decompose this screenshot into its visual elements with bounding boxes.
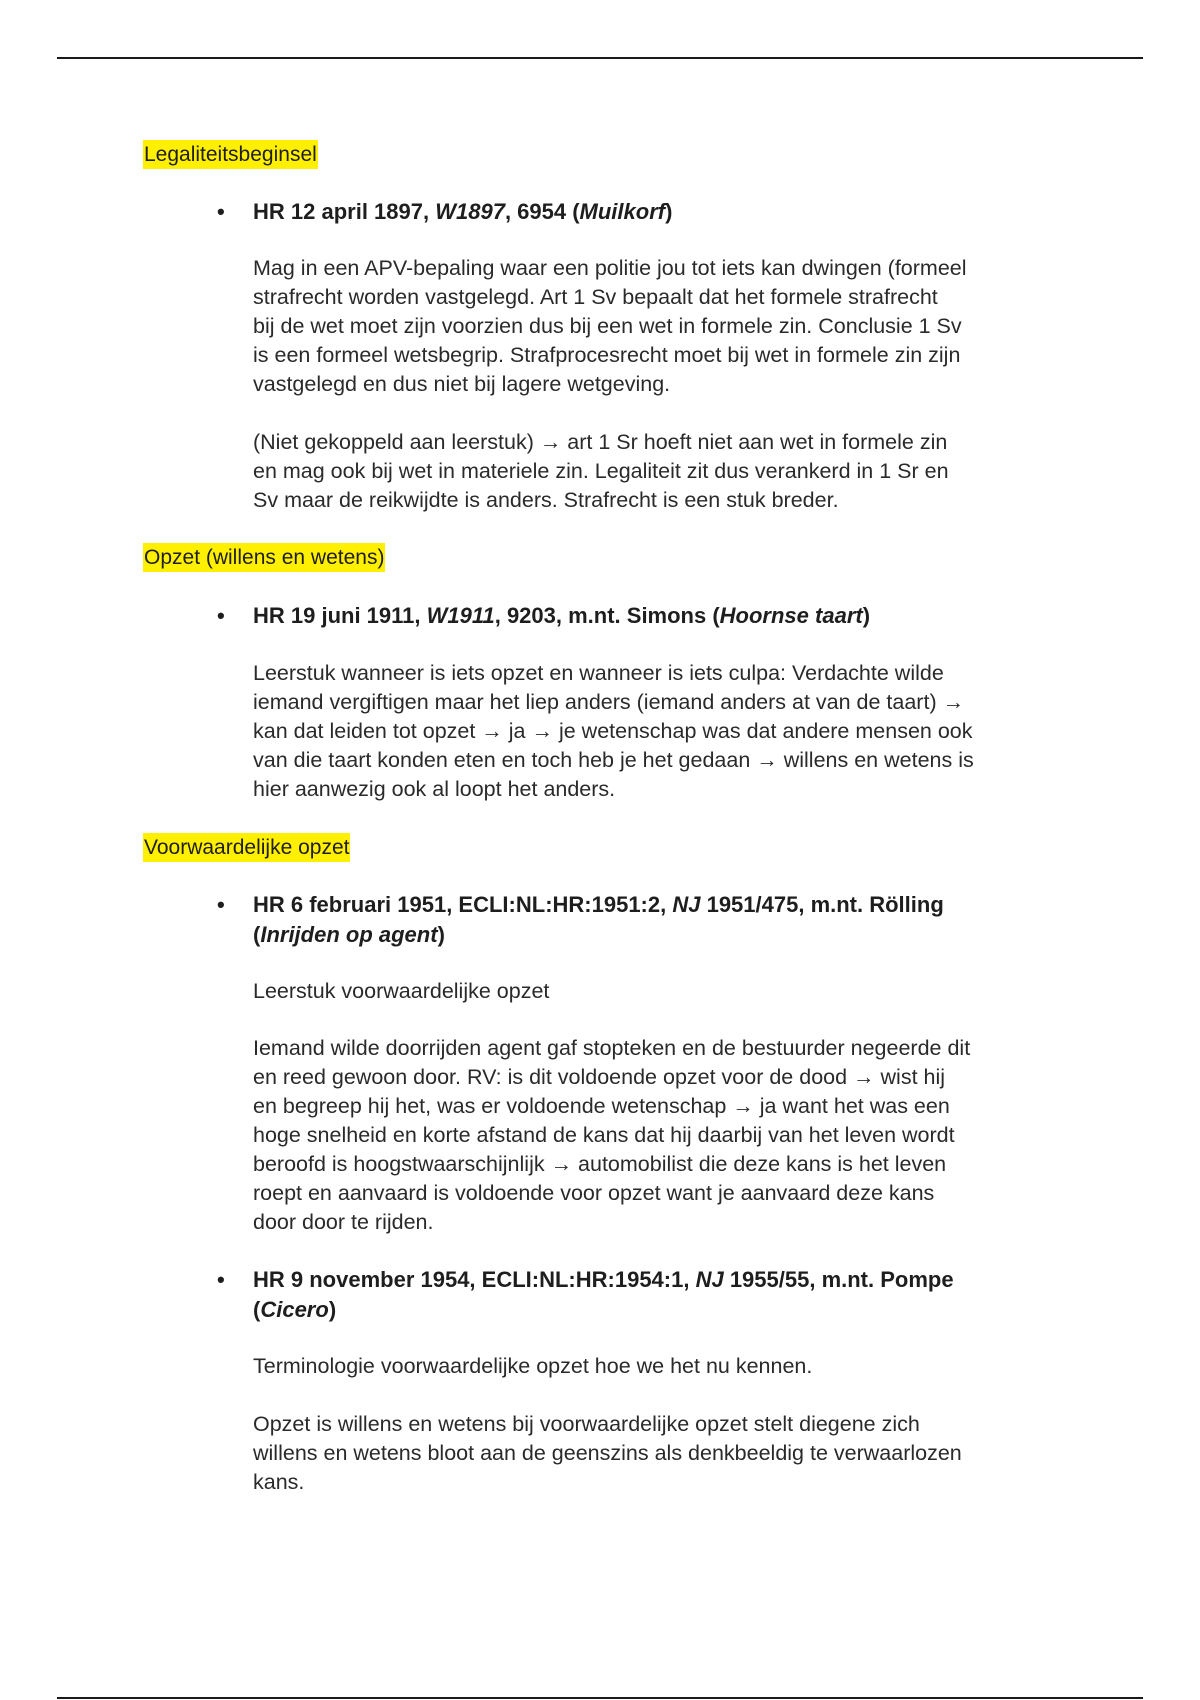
section-heading	[143, 140, 318, 169]
case-paragraph: Mag in een APV-bepaling waar een politie jou tot iets kan dwingen (formeel strafrecht worden vastgelegd. Art 1 Sv bepaalt dat het formele strafrecht bij de wet moet zijn voorzien dus bij een wet in formele zin. Conclusie 1 Sv is een formeel wetsbegrip. Strafprocesrecht moet bij wet in formele zin zijn vastgelegd en dus niet bij lagere wetgeving.	[253, 256, 967, 396]
bullet-icon: •	[217, 199, 225, 224]
case-paragraph: Leerstuk voorwaardelijke opzet	[253, 979, 550, 1003]
case-paragraph: Leerstuk wanneer is iets opzet en wanneer is iets culpa: Verdachte wilde iemand vergiftigen maar het liep anders (iemand anders at van de taart) → kan dat leiden tot opzet → ja → je wetenschap was dat andere mensen ook van die taart konden eten en toch heb je het gedaan → willens en wetens is hier aanwezig ook al loopt het anders.	[253, 661, 974, 801]
bullet-icon: •	[217, 603, 225, 628]
section-heading	[143, 833, 350, 862]
bullet-icon: •	[217, 892, 225, 917]
heading-highlight: Voorwaardelijke opzet	[143, 833, 350, 862]
case-paragraph: Iemand wilde doorrijden agent gaf stopteken en de bestuurder negeerde dit en reed gewoon door. RV: is dit voldoende opzet voor de dood → wist hij en begreep hij het, was er voldoende wetenschap → ja want het was een hoge snelheid en korte afstand de kans dat hij daarbij van het leven wordt beroofd is hoogstwaarschijnlijk → automobilist die deze kans is het leven roept en aanvaard is voldoende voor opzet want je aanvaard deze kans door door te rijden.	[253, 1036, 971, 1234]
heading-highlight: Legaliteitsbeginsel	[143, 140, 318, 169]
case-citation: • HR 9 november 1954, ECLI:NL:HR:1954:1, NJ 1955/55, m.nt. Pompe (Cicero)	[217, 1267, 954, 1322]
footer-rule	[57, 1697, 1143, 1699]
case-citation: • HR 19 juni 1911, W1911, 9203, m.nt. Simons (Hoornse taart)	[253, 601, 1013, 631]
case-paragraph: Opzet is willens en wetens bij voorwaardelijke opzet stelt diegene zich willens en wetens bloot aan de geenszins als denkbeeldig te verwaarlozen kans.	[253, 1412, 962, 1494]
heading-highlight: Opzet (willens en wetens)	[143, 543, 385, 572]
case-citation: • HR 12 april 1897, W1897, 6954 (Muilkorf)	[253, 197, 1013, 227]
bullet-icon: •	[217, 1267, 225, 1292]
section-heading	[143, 543, 385, 572]
header-rule	[57, 57, 1143, 59]
case-paragraph: Terminologie voorwaardelijke opzet hoe we het nu kennen.	[253, 1354, 813, 1378]
case-citation: • HR 6 februari 1951, ECLI:NL:HR:1951:2, NJ 1951/475, m.nt. Rölling (Inrijden op agent)	[217, 892, 944, 947]
case-paragraph: (Niet gekoppeld aan leerstuk) → art 1 Sr hoeft niet aan wet in formele zin en mag ook bij wet in materiele zin. Legaliteit zit dus verankerd in 1 Sr en Sv maar de reikwijdte is anders. Strafrecht is een stuk breder.	[253, 430, 949, 512]
